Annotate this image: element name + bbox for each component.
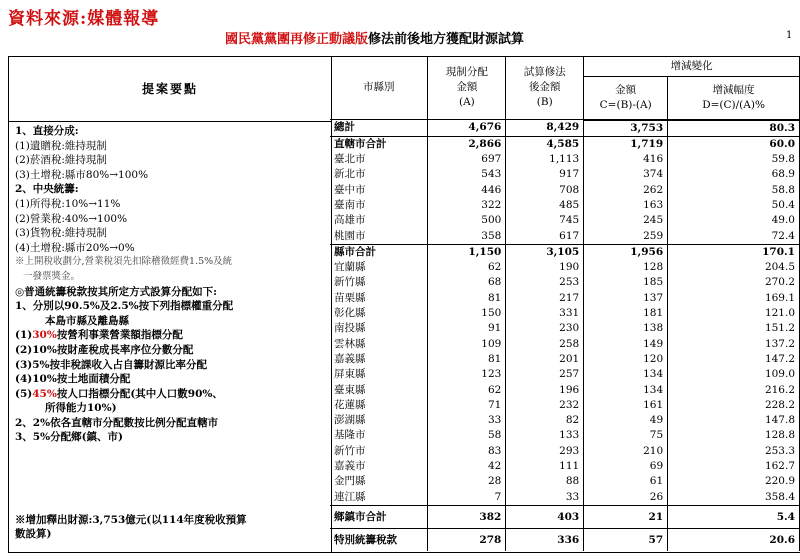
current-cell: 1,150 (428, 244, 506, 260)
current-cell: 62 (428, 383, 506, 398)
current-cell: 68 (428, 275, 506, 290)
region-cell: 直轄市合計 (330, 136, 428, 152)
table-row (330, 321, 800, 336)
trial-cell: 403 (506, 505, 584, 528)
table-row (330, 352, 800, 367)
table-row (330, 136, 800, 152)
change-amount-cell: 21 (584, 505, 668, 528)
proposal-line: 1、直接分成: (15, 125, 79, 137)
trial-cell: 217 (506, 291, 584, 306)
trial-cell: 4,585 (506, 136, 584, 152)
proposal-line: ※上開稅收劃分,營業稅須先扣除稽徵經費1.5%及統 (15, 256, 233, 268)
change-amount-cell: 69 (584, 459, 668, 474)
region-cell: 花蓮縣 (330, 398, 428, 413)
proposal-line: (2)營業稅:40%→100% (15, 212, 128, 225)
table-row (330, 337, 800, 352)
current-cell: 81 (428, 352, 506, 367)
table-row (330, 505, 800, 528)
trial-cell: 88 (506, 474, 584, 489)
change-amount-cell: 61 (584, 474, 668, 489)
change-rate-cell: 204.5 (668, 260, 800, 275)
change-amount-cell: 26 (584, 490, 668, 506)
trial-cell: 708 (506, 183, 584, 198)
table-row (330, 229, 800, 245)
change-rate-cell: 228.2 (668, 398, 800, 413)
proposal-line: 本島市縣及離島縣 (45, 314, 129, 327)
region-cell: 高雄市 (330, 213, 428, 228)
change-rate-cell: 170.1 (668, 244, 800, 260)
proposal-panel (8, 56, 332, 552)
current-cell: 382 (428, 505, 506, 528)
current-cell: 278 (428, 528, 506, 551)
allocation-table (330, 56, 800, 551)
change-amount-cell: 245 (584, 213, 668, 228)
change-amount-cell: 134 (584, 367, 668, 382)
table-row (330, 244, 800, 260)
change-amount-cell: 259 (584, 229, 668, 245)
change-amount-cell: 181 (584, 306, 668, 321)
page-title (225, 28, 524, 47)
change-rate-cell: 147.8 (668, 413, 800, 428)
proposal-header: 提案要點 (9, 56, 331, 122)
table-row (330, 120, 800, 137)
region-cell: 臺東縣 (330, 383, 428, 398)
trial-cell: 133 (506, 428, 584, 443)
change-rate-cell: 151.2 (668, 321, 800, 336)
change-amount-cell: 374 (584, 167, 668, 182)
proposal-line: (5)45%按人口指標分配(其中人口數90%、 (15, 387, 223, 400)
proposal-line: 3、5%分配鄉(鎮、市) (15, 431, 124, 444)
current-cell: 150 (428, 306, 506, 321)
change-rate-cell: 58.8 (668, 183, 800, 198)
change-amount-cell: 134 (584, 383, 668, 398)
trial-cell: 201 (506, 352, 584, 367)
change-amount-cell: 185 (584, 275, 668, 290)
table-row (330, 152, 800, 167)
change-amount-cell: 75 (584, 428, 668, 443)
region-cell: 鄉鎮市合計 (330, 505, 428, 528)
change-rate-cell: 147.2 (668, 352, 800, 367)
current-cell: 42 (428, 459, 506, 474)
proposal-body (9, 122, 331, 445)
region-cell: 新竹市 (330, 444, 428, 459)
change-amount-cell: 161 (584, 398, 668, 413)
current-cell: 322 (428, 198, 506, 213)
region-header: 市縣別 (330, 56, 428, 120)
table-row (330, 198, 800, 213)
table-row (330, 459, 800, 474)
proposal-line: 2、2%依各直轄市分配數按比例分配直轄市 (15, 416, 219, 429)
table-row (330, 260, 800, 275)
change-rate-cell: 128.8 (668, 428, 800, 443)
change-rate-cell: 59.8 (668, 152, 800, 167)
trial-cell: 257 (506, 367, 584, 382)
change-amount-cell: 3,753 (584, 120, 668, 137)
change-rate-cell: 109.0 (668, 367, 800, 382)
proposal-line: (4)土增稅:縣市20%→0% (15, 241, 135, 254)
table-row (330, 413, 800, 428)
bottom-rule (8, 552, 800, 553)
region-cell: 南投縣 (330, 321, 428, 336)
table-row (330, 167, 800, 182)
change-rate-cell: 162.7 (668, 459, 800, 474)
proposal-line: 1、分別以90.5%及2.5%按下列指標權重分配 (15, 300, 234, 313)
trial-cell: 293 (506, 444, 584, 459)
table-row (330, 528, 800, 551)
proposal-line: ◎普通統籌稅款按其所定方式設算分配如下: (15, 285, 218, 298)
change-rate-cell: 20.6 (668, 528, 800, 551)
change-amount-cell: 120 (584, 352, 668, 367)
change-amount-cell: 137 (584, 291, 668, 306)
trial-cell: 232 (506, 398, 584, 413)
footer-line: 數設算) (15, 528, 52, 540)
change-rate-cell: 50.4 (668, 198, 800, 213)
region-cell: 新竹縣 (330, 275, 428, 290)
title-highlight: 國民黨黨團再修正動議版 (225, 32, 369, 47)
trial-cell: 230 (506, 321, 584, 336)
region-cell: 雲林縣 (330, 337, 428, 352)
trial-cell: 331 (506, 306, 584, 321)
table-row (330, 367, 800, 382)
footer-line: ※增加釋出財源:3,753億元(以114年度稅收預算 (15, 514, 247, 526)
highlight-percent: 45% (32, 387, 57, 400)
region-cell: 澎湖縣 (330, 413, 428, 428)
trial-cell: 617 (506, 229, 584, 245)
proposal-line: (3)土增稅:縣市80%→100% (15, 168, 149, 181)
table-row (330, 428, 800, 443)
table-row (330, 474, 800, 489)
change-amount-cell: 262 (584, 183, 668, 198)
proposal-line: (2)菸酒稅:維持現制 (15, 154, 107, 167)
region-cell: 金門縣 (330, 474, 428, 489)
change-rate-cell: 358.4 (668, 490, 800, 506)
proposal-line: (1)30%按營利事業營業額指標分配 (15, 329, 183, 342)
region-cell: 縣市合計 (330, 244, 428, 260)
current-cell: 91 (428, 321, 506, 336)
current-cell: 28 (428, 474, 506, 489)
proposal-line: (3)5%按非稅課收入占自籌財源比率分配 (15, 358, 208, 371)
region-cell: 桃園市 (330, 229, 428, 245)
trial-cell: 8,429 (506, 120, 584, 137)
change-rate-cell: 137.2 (668, 337, 800, 352)
region-cell: 臺中市 (330, 183, 428, 198)
trial-cell: 3,105 (506, 244, 584, 260)
trial-cell: 33 (506, 490, 584, 506)
trial-cell: 1,113 (506, 152, 584, 167)
current-cell: 58 (428, 428, 506, 443)
page-number: 1 (786, 30, 793, 41)
change-rate-cell: 169.1 (668, 291, 800, 306)
current-cell: 123 (428, 367, 506, 382)
change-amount-cell: 416 (584, 152, 668, 167)
region-cell: 彰化縣 (330, 306, 428, 321)
change-amount-cell: 1,956 (584, 244, 668, 260)
proposal-line: (1)所得稅:10%→11% (15, 197, 121, 210)
proposal-line: 2、中央統籌: (15, 183, 79, 196)
current-cell: 697 (428, 152, 506, 167)
current-cell: 33 (428, 413, 506, 428)
trial-cell: 336 (506, 528, 584, 551)
highlight-percent: 30% (32, 329, 57, 342)
change-amount-cell: 128 (584, 260, 668, 275)
change-rate-cell: 49.0 (668, 213, 800, 228)
proposal-line: (4)10%按土地面積分配 (15, 373, 131, 386)
trial-header: 試算修法 後金額 (B) (506, 56, 584, 120)
current-cell: 81 (428, 291, 506, 306)
change-amount-cell: 49 (584, 413, 668, 428)
current-cell: 500 (428, 213, 506, 228)
proposal-line: (3)貨物稅:維持現制 (15, 227, 107, 240)
current-cell: 83 (428, 444, 506, 459)
change-rate-cell: 5.4 (668, 505, 800, 528)
change-rate-cell: 68.9 (668, 167, 800, 182)
trial-cell: 190 (506, 260, 584, 275)
trial-cell: 82 (506, 413, 584, 428)
region-cell: 宜蘭縣 (330, 260, 428, 275)
current-cell: 358 (428, 229, 506, 245)
change-amount-header: 金額 C=(B)-(A) (584, 77, 668, 120)
change-amount-cell: 1,719 (584, 136, 668, 152)
proposal-footer (15, 513, 247, 541)
region-cell: 基隆市 (330, 428, 428, 443)
current-cell: 62 (428, 260, 506, 275)
table-row (330, 306, 800, 321)
region-cell: 特別統籌稅款 (330, 528, 428, 551)
trial-cell: 258 (506, 337, 584, 352)
change-rate-cell: 80.3 (668, 120, 800, 137)
region-cell: 臺南市 (330, 198, 428, 213)
change-amount-cell: 57 (584, 528, 668, 551)
table-row (330, 291, 800, 306)
region-cell: 新北市 (330, 167, 428, 182)
region-cell: 嘉義市 (330, 459, 428, 474)
trial-cell: 917 (506, 167, 584, 182)
table-row (330, 383, 800, 398)
region-cell: 臺北市 (330, 152, 428, 167)
current-cell: 7 (428, 490, 506, 506)
table-row (330, 490, 800, 506)
table-row (330, 444, 800, 459)
change-amount-cell: 210 (584, 444, 668, 459)
current-header: 現制分配 金額 (A) (428, 56, 506, 120)
table-row (330, 398, 800, 413)
title-rest: 修法前後地方獲配財源試算 (368, 32, 525, 47)
region-cell: 嘉義縣 (330, 352, 428, 367)
current-cell: 71 (428, 398, 506, 413)
region-cell: 總計 (330, 120, 428, 137)
change-rate-cell: 60.0 (668, 136, 800, 152)
region-cell: 連江縣 (330, 490, 428, 506)
trial-cell: 253 (506, 275, 584, 290)
table-row (330, 213, 800, 228)
change-rate-cell: 270.2 (668, 275, 800, 290)
change-group-header: 增減變化 (584, 56, 800, 77)
current-cell: 109 (428, 337, 506, 352)
change-rate-cell: 253.3 (668, 444, 800, 459)
change-rate-cell: 121.0 (668, 306, 800, 321)
change-amount-cell: 138 (584, 321, 668, 336)
change-rate-cell: 72.4 (668, 229, 800, 245)
trial-cell: 485 (506, 198, 584, 213)
change-amount-cell: 149 (584, 337, 668, 352)
change-rate-cell: 220.9 (668, 474, 800, 489)
current-cell: 2,866 (428, 136, 506, 152)
proposal-line: 所得能力10%) (45, 402, 117, 415)
table-row (330, 183, 800, 198)
region-cell: 屏東縣 (330, 367, 428, 382)
trial-cell: 745 (506, 213, 584, 228)
proposal-line: 一發票獎金。 (23, 270, 81, 282)
current-cell: 446 (428, 183, 506, 198)
proposal-line: (2)10%按財產稅成長率序位分數分配 (15, 343, 194, 356)
change-rate-cell: 216.2 (668, 383, 800, 398)
proposal-line: (1)遺贈稅:維持現制 (15, 139, 107, 152)
current-cell: 4,676 (428, 120, 506, 137)
trial-cell: 196 (506, 383, 584, 398)
region-cell: 苗栗縣 (330, 291, 428, 306)
source-label: 資料來源:媒體報導 (8, 9, 160, 29)
change-amount-cell: 163 (584, 198, 668, 213)
change-rate-header: 增減幅度 D=(C)/(A)% (668, 77, 800, 120)
trial-cell: 111 (506, 459, 584, 474)
table-row (330, 275, 800, 290)
current-cell: 543 (428, 167, 506, 182)
